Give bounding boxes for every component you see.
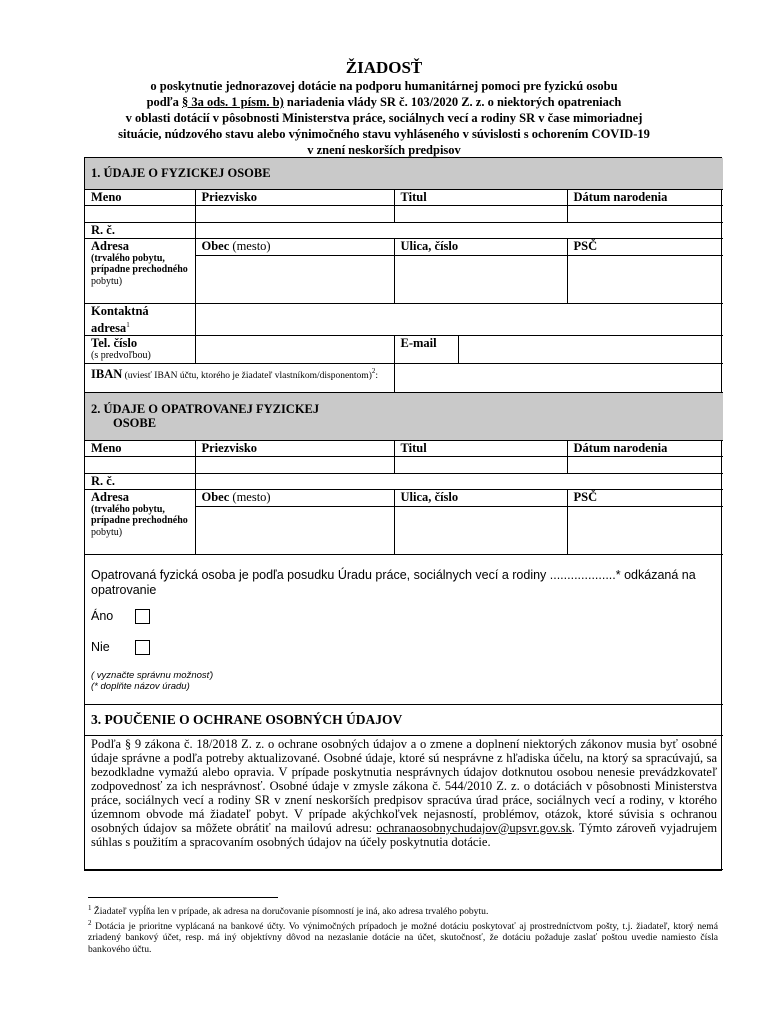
label-datum-narodenia-2: Dátum narodenia bbox=[567, 440, 723, 456]
field-email[interactable] bbox=[458, 335, 723, 363]
label-adresa: Adresa (trvalého pobytu, prípadne prechodného pobytu) bbox=[85, 238, 195, 303]
gdpr-notice: Podľa § 9 zákona č. 18/2018 Z. z. o ochrane osobných údajov a o zmene a doplnení niektorých zákonov musia byť osobné údaje správne a podľa potreby aktualizované. Osobné údaje, ktoré sú nesprávne z hľadiska účelu, na ktorý sa spracúvajú, sa bezodkladne vymažú alebo opravia. V prípade poskytnutia nesprávnych údajov dotknutou osobou nenesie prevádzkovateľ zodpovednosť za ich nesprávnosť. Osobné údaje v zmysle zákona č. 544/2010 Z. z. o dotáciách v pôsobnosti Ministerstva práce, sociálnych vecí a rodiny SR v znení neskorších predpisov spracúva úrad práce, sociálnych vecí a rodiny, v ktorého územnom obvode má žiadateľ pobyt. V prípade akýchkoľvek nejasností, problémov, otázok, ktoré súvisia s ochranou osobných údajov sa môžete obrátiť na mailovú adresu: ochranaosobnychudajov@upsvr.gov.sk. Týmto zároveň vyjadrujem súhlas s použitím a spracovaním osobných údajov na účely poskytnutia dotácie. bbox=[85, 735, 723, 869]
checkbox-nie[interactable] bbox=[135, 640, 150, 655]
field-psc[interactable] bbox=[567, 255, 723, 303]
field-rodne-cislo-2[interactable] bbox=[195, 473, 723, 489]
footnote-1: $^1$ Žiadateľ vypĺňa len v prípade, ak adresa na doručovanie písomností je iná, ako adresa trvalého pobytu. bbox=[88, 904, 489, 918]
label-adresa-2: Adresa (trvalého pobytu, prípadne prechodného pobytu) bbox=[85, 489, 195, 554]
field-ulica[interactable] bbox=[394, 255, 567, 303]
label-ulica: Ulica, číslo bbox=[394, 238, 567, 255]
label-rodne-cislo-2: R. č. bbox=[85, 473, 195, 489]
label-priezvisko: Priezvisko bbox=[195, 189, 394, 205]
opatrovanie-block bbox=[85, 554, 723, 704]
field-meno-2[interactable] bbox=[85, 456, 195, 473]
label-titul: Titul bbox=[394, 189, 567, 205]
field-ulica-2[interactable] bbox=[394, 506, 567, 554]
field-obec-2[interactable] bbox=[195, 506, 394, 554]
field-iban[interactable] bbox=[394, 363, 723, 392]
label-datum-narodenia: Dátum narodenia bbox=[567, 189, 723, 205]
section-2-heading: 2. ÚDAJE O OPATROVANEJ FYZICKEJ OSOBE bbox=[85, 392, 723, 440]
label-obec-2: Obec (mesto) bbox=[195, 489, 394, 506]
field-datum-narodenia[interactable] bbox=[567, 205, 723, 222]
field-rodne-cislo[interactable] bbox=[195, 222, 723, 238]
label-obec: Obec (mesto) bbox=[195, 238, 394, 255]
label-email: E-mail bbox=[394, 335, 458, 363]
field-titul-2[interactable] bbox=[394, 456, 567, 473]
subtitle-line-2: podľa § 3a ods. 1 písm. b) nariadenia vlády SR č. 103/2020 Z. z. o niektorých opatreniach bbox=[146, 95, 622, 109]
footnote-2: $^2$ Dotácia je prioritne vyplácaná na bankové účty. Vo výnimočných prípadoch je možné dotáciu poskytovať aj prostredníctvom pošty, t.j. žiadateľ, ktorý nemá zriadený bankový účet, resp. má iný objektívny dôvod na nezaslanie dotácie na účet, skutočnosť, že dotáciu požaduje zaslať poštou uvedie namiesto čísla bankového účtu. bbox=[88, 918, 718, 955]
label-ulica-2: Ulica, číslo bbox=[394, 489, 567, 506]
subtitle-line-1: o poskytnutie jednorazovej dotácie na podporu humanitárnej pomoci pre fyzickú osobu bbox=[150, 79, 618, 93]
field-obec[interactable] bbox=[195, 255, 394, 303]
note-office-name: (* doplňte názov úradu) bbox=[91, 680, 190, 692]
document-title: ŽIADOSŤ bbox=[345, 58, 423, 77]
label-titul-2: Titul bbox=[394, 440, 567, 456]
subtitle-line-5: v znení neskorších predpisov bbox=[307, 143, 461, 157]
footnote-separator bbox=[88, 897, 278, 898]
application-form bbox=[84, 157, 722, 871]
option-nie: Nie bbox=[91, 640, 717, 660]
subtitle-line-4: situácie, núdzového stavu alebo výnimočného stavu vyhláseného v súvislosti s ochorením COVID-19 bbox=[118, 127, 650, 141]
opatrovanie-statement: Opatrovaná fyzická osoba je podľa posudku Úradu práce, sociálnych vecí a rodiny ...................* odkázaná na opatrovanie bbox=[91, 567, 696, 598]
option-ano: Áno bbox=[91, 609, 717, 629]
field-psc-2[interactable] bbox=[567, 506, 723, 554]
label-psc-2: PSČ bbox=[567, 489, 723, 506]
label-tel-cislo: Tel. číslo (s predvoľbou) bbox=[85, 335, 195, 363]
field-tel-cislo[interactable] bbox=[195, 335, 394, 363]
label-priezvisko-2: Priezvisko bbox=[195, 440, 394, 456]
field-titul[interactable] bbox=[394, 205, 567, 222]
field-meno[interactable] bbox=[85, 205, 195, 222]
label-kontaktna-adresa: Kontaktná adresa$^1$ bbox=[85, 303, 195, 335]
section-1-heading: 1. ÚDAJE O FYZICKEJ OSOBE bbox=[85, 158, 723, 189]
note-choose-option: ( vyznačte správnu možnosť) bbox=[91, 669, 214, 681]
section-3-heading: 3. POUČENIE O OCHRANE OSOBNÝCH ÚDAJOV bbox=[85, 704, 723, 735]
field-kontaktna-adresa[interactable] bbox=[195, 303, 723, 335]
field-priezvisko-2[interactable] bbox=[195, 456, 394, 473]
label-meno-2: Meno bbox=[85, 440, 195, 456]
field-datum-narodenia-2[interactable] bbox=[567, 456, 723, 473]
field-priezvisko[interactable] bbox=[195, 205, 394, 222]
label-meno: Meno bbox=[85, 189, 195, 205]
subtitle-line-3: v oblasti dotácií v pôsobnosti Ministerstva práce, sociálnych vecí a rodiny SR v čase mimoriadnej bbox=[125, 111, 643, 125]
footnotes bbox=[88, 903, 718, 955]
law-reference-link[interactable]: § 3a ods. 1 písm. b) bbox=[181, 95, 284, 109]
label-rodne-cislo: R. č. bbox=[85, 222, 195, 238]
checkbox-ano[interactable] bbox=[135, 609, 150, 624]
document-header bbox=[0, 58, 768, 158]
form-table bbox=[85, 158, 723, 870]
label-psc: PSČ bbox=[567, 238, 723, 255]
privacy-email-link[interactable]: ochranaosobnychudajov@upsvr.gov.sk bbox=[376, 820, 572, 835]
label-iban: IBAN (uviesť IBAN účtu, ktorého je žiadateľ vlastníkom/disponentom)$^2$: bbox=[85, 363, 394, 392]
